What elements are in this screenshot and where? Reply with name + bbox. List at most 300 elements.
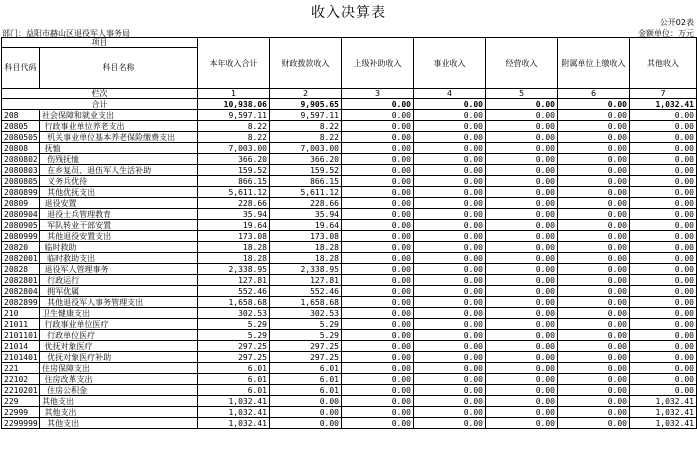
table-row [2,407,697,418]
amount-cell: 173.08 [270,231,342,242]
table-row [2,143,697,154]
subject-name: 其他支出 [40,407,198,418]
amount-cell: 0.00 [342,407,414,418]
amount-cell: 0.00 [342,132,414,143]
amount-cell: 0.00 [558,374,630,385]
col-number-3: 3 [342,89,414,99]
amount-cell: 0.00 [558,319,630,330]
amount-cell: 0.00 [486,418,558,429]
amount-cell: 0.00 [486,407,558,418]
subject-name: 退役士兵管理教育 [40,209,198,220]
amount-cell: 0.00 [342,154,414,165]
amount-cell: 0.00 [342,209,414,220]
amount-cell: 1,658.68 [198,297,270,308]
amount-cell: 0.00 [342,396,414,407]
amount-cell: 0.00 [558,407,630,418]
amount-cell: 1,032.41 [198,418,270,429]
subject-name: 住房改革支出 [40,374,198,385]
amount-cell: 0.00 [342,143,414,154]
amount-cell: 0.00 [486,297,558,308]
amount-cell: 0.00 [342,242,414,253]
amount-cell: 228.66 [270,198,342,209]
subject-code: 2080802 [2,154,40,165]
subject-code: 229 [2,396,40,407]
amount-cell: 5,611.12 [198,187,270,198]
amount-cell: 0.00 [342,341,414,352]
amount-cell: 0.00 [414,418,486,429]
amount-cell: 2,338.95 [198,264,270,275]
subject-name: 住房保障支出 [40,363,198,374]
amount-cell: 0.00 [558,385,630,396]
subject-code: 21011 [2,319,40,330]
amount-cell: 5.29 [198,319,270,330]
subject-name: 其他支出 [40,396,198,407]
amount-cell: 0.00 [414,385,486,396]
amount-cell: 18.28 [270,253,342,264]
table-row [2,363,697,374]
amount-cell: 0.00 [342,330,414,341]
amount-cell: 0.00 [630,385,697,396]
form-number: 公开02表 [659,18,694,27]
amount-cell: 0.00 [486,242,558,253]
table-row [2,110,697,121]
total-value: 10,938.06 [198,99,270,110]
subject-code: 20809 [2,198,40,209]
subject-name: 行政事业单位医疗 [40,319,198,330]
amount-cell: 1,658.68 [270,297,342,308]
amount-cell: 0.00 [486,264,558,275]
table-row [2,121,697,132]
amount-cell: 0.00 [342,418,414,429]
amount-cell: 6.01 [270,374,342,385]
header-col-5: 经营收入 [486,38,558,89]
amount-cell: 0.00 [342,363,414,374]
amount-cell: 1,032.41 [630,407,697,418]
amount-cell: 35.94 [270,209,342,220]
amount-cell: 0.00 [630,121,697,132]
amount-cell: 0.00 [270,407,342,418]
total-row [2,99,697,110]
subject-name: 行政事业单位养老支出 [40,121,198,132]
amount-cell: 0.00 [630,220,697,231]
subject-code: 210 [2,308,40,319]
amount-cell: 366.20 [198,154,270,165]
amount-cell: 0.00 [486,319,558,330]
amount-cell: 19.64 [198,220,270,231]
subject-code: 2080904 [2,209,40,220]
amount-cell: 1,032.41 [198,407,270,418]
amount-cell: 0.00 [486,132,558,143]
amount-cell: 0.00 [630,286,697,297]
table-row [2,341,697,352]
amount-cell: 0.00 [342,374,414,385]
subject-name: 临时救助 [40,242,198,253]
subject-name: 伤残抚恤 [40,154,198,165]
amount-cell: 0.00 [558,220,630,231]
amount-cell: 159.52 [270,165,342,176]
amount-cell: 0.00 [414,308,486,319]
col-number-7: 7 [630,89,697,99]
subject-name: 行政运行 [40,275,198,286]
amount-cell: 0.00 [414,275,486,286]
amount-cell: 0.00 [342,297,414,308]
table-row [2,374,697,385]
amount-cell: 0.00 [342,231,414,242]
amount-cell: 0.00 [558,231,630,242]
table-row [2,198,697,209]
amount-cell: 0.00 [342,253,414,264]
table-row [2,154,697,165]
table-row [2,242,697,253]
col-number-5: 5 [486,89,558,99]
department-label: 部门：益阳市赫山区退役军人事务局 [2,29,130,38]
header-col-4: 事业收入 [414,38,486,89]
table-row [2,132,697,143]
amount-cell: 0.00 [558,352,630,363]
amount-cell: 0.00 [414,165,486,176]
total-value: 0.00 [486,99,558,110]
subject-code: 2082001 [2,253,40,264]
amount-cell: 0.00 [486,275,558,286]
amount-cell: 297.25 [270,341,342,352]
subject-code: 208 [2,110,40,121]
amount-cell: 0.00 [486,363,558,374]
amount-cell: 0.00 [342,319,414,330]
col-number-6: 6 [558,89,630,99]
amount-cell: 0.00 [558,110,630,121]
amount-cell: 0.00 [486,165,558,176]
table-row [2,220,697,231]
amount-cell: 0.00 [414,330,486,341]
subject-name: 义务兵优待 [40,176,198,187]
amount-cell: 0.00 [486,154,558,165]
amount-cell: 35.94 [198,209,270,220]
subject-name: 住房公积金 [40,385,198,396]
subject-name: 在乡复员、退伍军人生活补助 [40,165,198,176]
amount-cell: 0.00 [414,231,486,242]
amount-cell: 0.00 [414,396,486,407]
amount-cell: 0.00 [486,143,558,154]
header-code: 科目代码 [2,48,40,89]
amount-cell: 866.15 [270,176,342,187]
amount-cell: 0.00 [558,308,630,319]
subject-code: 22999 [2,407,40,418]
amount-cell: 6.01 [198,363,270,374]
amount-cell: 0.00 [558,154,630,165]
table-row [2,418,697,429]
amount-cell: 302.53 [198,308,270,319]
amount-cell: 0.00 [414,363,486,374]
amount-cell: 0.00 [486,209,558,220]
amount-cell: 0.00 [558,418,630,429]
amount-cell: 228.66 [198,198,270,209]
table-row [2,165,697,176]
amount-cell: 1,032.41 [630,418,697,429]
table-row [2,396,697,407]
amount-cell: 0.00 [630,341,697,352]
subject-code: 20808 [2,143,40,154]
amount-cell: 0.00 [414,110,486,121]
amount-cell: 0.00 [342,176,414,187]
total-value: 0.00 [558,99,630,110]
amount-cell: 0.00 [486,308,558,319]
header-lanci: 栏次 [2,89,198,99]
subject-name: 其他退役安置支出 [40,231,198,242]
amount-cell: 6.01 [198,385,270,396]
amount-cell: 5.29 [270,330,342,341]
amount-cell: 0.00 [414,121,486,132]
amount-cell: 0.00 [486,253,558,264]
amount-cell: 0.00 [414,176,486,187]
subject-name: 抚恤 [40,143,198,154]
subject-name: 其他支出 [40,418,198,429]
table-row [2,352,697,363]
amount-cell: 5,611.12 [270,187,342,198]
subject-name: 退役军人管理事务 [40,264,198,275]
table-row [2,209,697,220]
amount-cell: 0.00 [558,330,630,341]
amount-cell: 0.00 [630,253,697,264]
amount-cell: 0.00 [414,220,486,231]
amount-cell: 0.00 [630,209,697,220]
amount-cell: 0.00 [486,330,558,341]
amount-cell: 0.00 [486,220,558,231]
amount-cell: 0.00 [558,275,630,286]
header-col-1: 本年收入合计 [198,38,270,89]
subject-name: 临时救助支出 [40,253,198,264]
amount-cell: 18.28 [198,253,270,264]
subject-code: 2101401 [2,352,40,363]
amount-cell: 0.00 [342,352,414,363]
amount-cell: 9,597.11 [270,110,342,121]
amount-cell: 0.00 [486,374,558,385]
amount-cell: 0.00 [414,242,486,253]
amount-cell: 0.00 [414,253,486,264]
amount-cell: 0.00 [414,374,486,385]
amount-cell: 8.22 [198,132,270,143]
amount-cell: 0.00 [558,264,630,275]
total-label: 合计 [2,99,198,110]
subject-code: 2080905 [2,220,40,231]
amount-cell: 866.15 [198,176,270,187]
subject-name: 退役安置 [40,198,198,209]
amount-cell: 0.00 [342,308,414,319]
subject-code: 2101101 [2,330,40,341]
subject-name: 行政单位医疗 [40,330,198,341]
subject-code: 22102 [2,374,40,385]
amount-cell: 0.00 [558,121,630,132]
amount-cell: 0.00 [414,341,486,352]
subject-code: 2082804 [2,286,40,297]
amount-cell: 1,032.41 [198,396,270,407]
subject-code: 2210201 [2,385,40,396]
amount-cell: 0.00 [414,286,486,297]
subject-code: 2082801 [2,275,40,286]
table-row [2,231,697,242]
amount-cell: 8.22 [270,121,342,132]
header-col-6: 附属单位上缴收入 [558,38,630,89]
amount-cell: 0.00 [486,352,558,363]
subject-code: 21014 [2,341,40,352]
amount-cell: 6.01 [270,363,342,374]
amount-cell: 0.00 [630,352,697,363]
subject-code: 221 [2,363,40,374]
amount-cell: 302.53 [270,308,342,319]
amount-cell: 0.00 [414,297,486,308]
amount-cell: 127.81 [270,275,342,286]
amount-cell: 0.00 [630,110,697,121]
amount-cell: 0.00 [414,132,486,143]
header-col-3: 上级补助收入 [342,38,414,89]
subject-name: 卫生健康支出 [40,308,198,319]
amount-cell: 0.00 [558,165,630,176]
table-row [2,308,697,319]
table-row [2,385,697,396]
table-row [2,187,697,198]
subject-code: 20805 [2,121,40,132]
amount-cell: 0.00 [414,143,486,154]
amount-cell: 0.00 [486,176,558,187]
amount-cell: 0.00 [486,385,558,396]
amount-cell: 0.00 [414,209,486,220]
amount-cell: 297.25 [198,341,270,352]
table-row [2,297,697,308]
amount-cell: 0.00 [630,297,697,308]
subject-code: 20820 [2,242,40,253]
amount-cell: 0.00 [558,132,630,143]
amount-cell: 0.00 [342,165,414,176]
amount-cell: 173.08 [198,231,270,242]
amount-cell: 0.00 [558,143,630,154]
amount-cell: 159.52 [198,165,270,176]
amount-cell: 366.20 [270,154,342,165]
amount-cell: 0.00 [486,198,558,209]
amount-cell: 0.00 [630,143,697,154]
amount-cell: 0.00 [414,352,486,363]
amount-cell: 0.00 [630,319,697,330]
amount-cell: 2,338.95 [270,264,342,275]
table-row [2,275,697,286]
amount-cell: 0.00 [558,198,630,209]
amount-cell: 0.00 [486,396,558,407]
subject-name: 机关事业单位基本养老保险缴费支出 [40,132,198,143]
table-row [2,253,697,264]
subject-code: 2082899 [2,297,40,308]
subject-name: 拥军优属 [40,286,198,297]
amount-cell: 0.00 [270,396,342,407]
amount-cell: 0.00 [414,319,486,330]
amount-cell: 18.28 [198,242,270,253]
subject-name: 其他退役军人事务管理支出 [40,297,198,308]
amount-cell: 19.64 [270,220,342,231]
amount-cell: 8.22 [198,121,270,132]
amount-cell: 0.00 [414,154,486,165]
amount-cell: 0.00 [558,396,630,407]
amount-cell: 297.25 [198,352,270,363]
subject-name: 其他优抚支出 [40,187,198,198]
amount-cell: 0.00 [630,231,697,242]
header-name: 科目名称 [40,48,198,89]
amount-cell: 0.00 [486,110,558,121]
amount-cell: 0.00 [630,374,697,385]
amount-cell: 552.46 [270,286,342,297]
amount-cell: 0.00 [342,121,414,132]
amount-cell: 0.00 [630,165,697,176]
amount-cell: 0.00 [342,264,414,275]
amount-cell: 5.29 [198,330,270,341]
table-row [2,330,697,341]
amount-cell: 0.00 [558,363,630,374]
amount-cell: 127.81 [198,275,270,286]
subject-code: 2299999 [2,418,40,429]
col-number-4: 4 [414,89,486,99]
amount-cell: 0.00 [414,187,486,198]
subject-name: 优抚对象医疗 [40,341,198,352]
subject-name: 优抚对象医疗补助 [40,352,198,363]
amount-cell: 9,597.11 [198,110,270,121]
subject-code: 2080805 [2,176,40,187]
amount-cell: 0.00 [270,418,342,429]
amount-cell: 0.00 [414,198,486,209]
amount-cell: 0.00 [630,176,697,187]
amount-cell: 0.00 [342,286,414,297]
amount-cell: 5.29 [270,319,342,330]
amount-cell: 1,032.41 [630,396,697,407]
amount-cell: 0.00 [342,187,414,198]
amount-cell: 0.00 [630,154,697,165]
table-title: 收入决算表 [311,5,386,21]
income-table [1,37,697,429]
total-value: 1,032.41 [630,99,697,110]
col-number-1: 1 [198,89,270,99]
header-col-7: 其他收入 [630,38,697,89]
subject-code: 2080999 [2,231,40,242]
amount-cell: 0.00 [558,187,630,198]
amount-cell: 18.28 [270,242,342,253]
amount-cell: 0.00 [558,253,630,264]
subject-code: 2080505 [2,132,40,143]
amount-cell: 0.00 [342,275,414,286]
table-row [2,264,697,275]
amount-cell: 0.00 [630,308,697,319]
amount-cell: 0.00 [630,363,697,374]
amount-cell: 0.00 [558,341,630,352]
table-row [2,319,697,330]
amount-cell: 0.00 [558,297,630,308]
amount-cell: 0.00 [342,198,414,209]
amount-cell: 0.00 [342,110,414,121]
amount-cell: 0.00 [486,286,558,297]
amount-cell: 0.00 [558,242,630,253]
subject-name: 社会保障和就业支出 [40,110,198,121]
subject-code: 2080803 [2,165,40,176]
amount-cell: 6.01 [198,374,270,385]
amount-cell: 0.00 [486,187,558,198]
header-item: 项目 [2,38,198,48]
total-value: 0.00 [342,99,414,110]
col-number-2: 2 [270,89,342,99]
subject-name: 军队转业干部安置 [40,220,198,231]
amount-cell: 0.00 [630,198,697,209]
amount-cell: 0.00 [630,275,697,286]
amount-cell: 0.00 [630,264,697,275]
amount-cell: 0.00 [342,385,414,396]
amount-cell: 0.00 [414,407,486,418]
amount-cell: 0.00 [414,264,486,275]
header-col-2: 财政拨款收入 [270,38,342,89]
amount-cell: 7,003.00 [270,143,342,154]
amount-cell: 0.00 [486,121,558,132]
